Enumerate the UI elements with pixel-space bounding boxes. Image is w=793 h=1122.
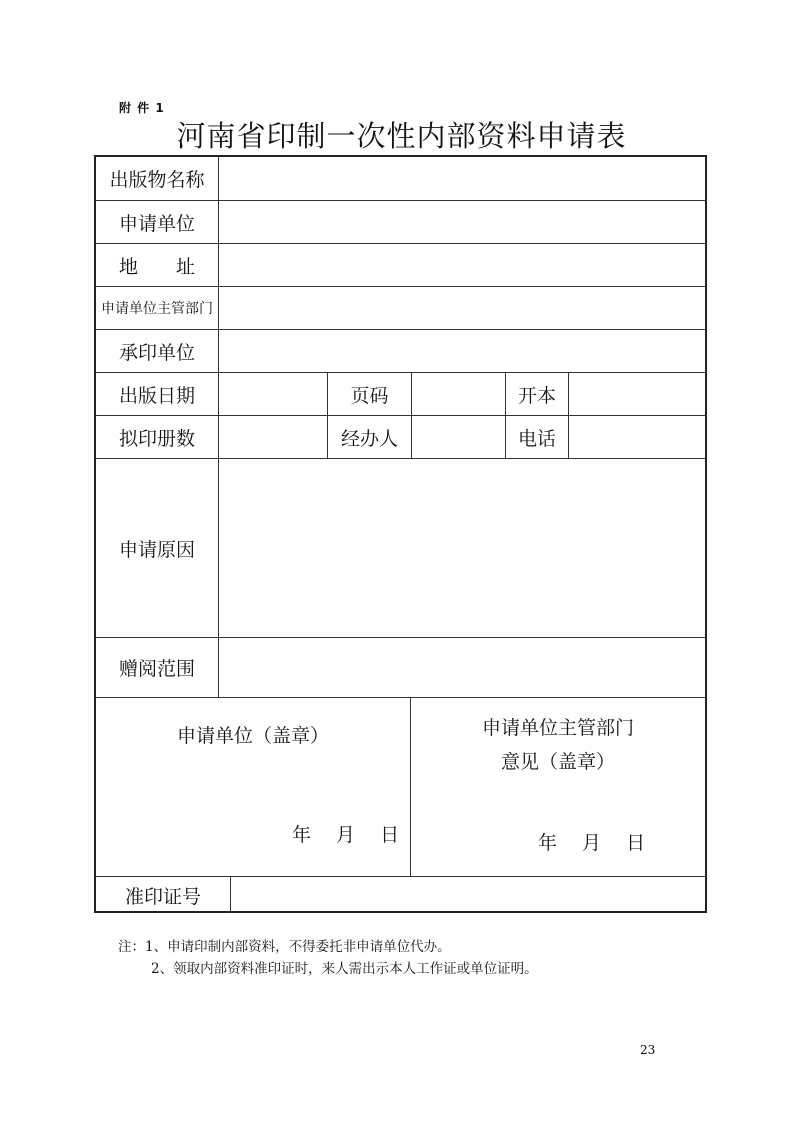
supervising-dept-field[interactable] bbox=[219, 287, 705, 329]
note-1: 注：1、申请印制内部资料，不得委托非申请单位代办。 bbox=[118, 939, 451, 955]
application-form bbox=[94, 155, 707, 913]
publish-date-field[interactable] bbox=[219, 373, 327, 415]
attachment-label: 附 件 1 bbox=[119, 101, 165, 115]
supervising-opinion-label-1: 申请单位主管部门 bbox=[481, 716, 634, 739]
printing-unit-field[interactable] bbox=[219, 330, 705, 372]
label-address: 地 址 bbox=[118, 255, 195, 278]
handler-field[interactable] bbox=[412, 416, 505, 458]
label-publication-name: 出版物名称 bbox=[109, 169, 205, 191]
publication-name-field[interactable] bbox=[219, 157, 705, 200]
phone-field[interactable] bbox=[569, 416, 705, 458]
print-copies-field[interactable] bbox=[219, 416, 327, 458]
page-title: 河南省印制一次性内部资料申请表 bbox=[176, 119, 627, 153]
applicant-seal-date: 年 月 日 bbox=[292, 823, 400, 846]
applicant-unit-field[interactable] bbox=[219, 201, 705, 243]
page-count-field[interactable] bbox=[412, 373, 505, 415]
label-print-copies: 拟印册数 bbox=[118, 427, 195, 450]
reason-field[interactable] bbox=[219, 459, 705, 637]
label-applicant-unit: 申请单位 bbox=[118, 212, 195, 235]
label-supervising-dept: 申请单位主管部门 bbox=[101, 301, 213, 317]
permit-no-field[interactable] bbox=[231, 877, 705, 913]
note-2: 2、领取内部资料准印证时，来人需出示本人工作证或单位证明。 bbox=[151, 961, 538, 977]
label-permit-no: 准印证号 bbox=[124, 885, 201, 908]
label-reason: 申请原因 bbox=[118, 538, 195, 561]
label-printing-unit: 承印单位 bbox=[118, 341, 195, 364]
supervising-opinion-label-2: 意见（盖章） bbox=[500, 750, 615, 773]
label-handler: 经办人 bbox=[340, 427, 398, 450]
format-field[interactable] bbox=[569, 373, 705, 415]
applicant-seal-label: 申请单位（盖章） bbox=[176, 724, 329, 747]
label-publish-date: 出版日期 bbox=[118, 384, 195, 407]
label-phone: 电话 bbox=[517, 427, 556, 450]
page-number: 23 bbox=[640, 1043, 656, 1057]
supervising-seal-date: 年 月 日 bbox=[538, 831, 646, 854]
label-distribution: 赠阅范围 bbox=[118, 658, 195, 680]
address-field[interactable] bbox=[219, 244, 705, 286]
label-page-count: 页码 bbox=[350, 384, 389, 407]
label-format: 开本 bbox=[517, 384, 556, 407]
distribution-field[interactable] bbox=[219, 638, 705, 697]
notes bbox=[118, 936, 538, 980]
